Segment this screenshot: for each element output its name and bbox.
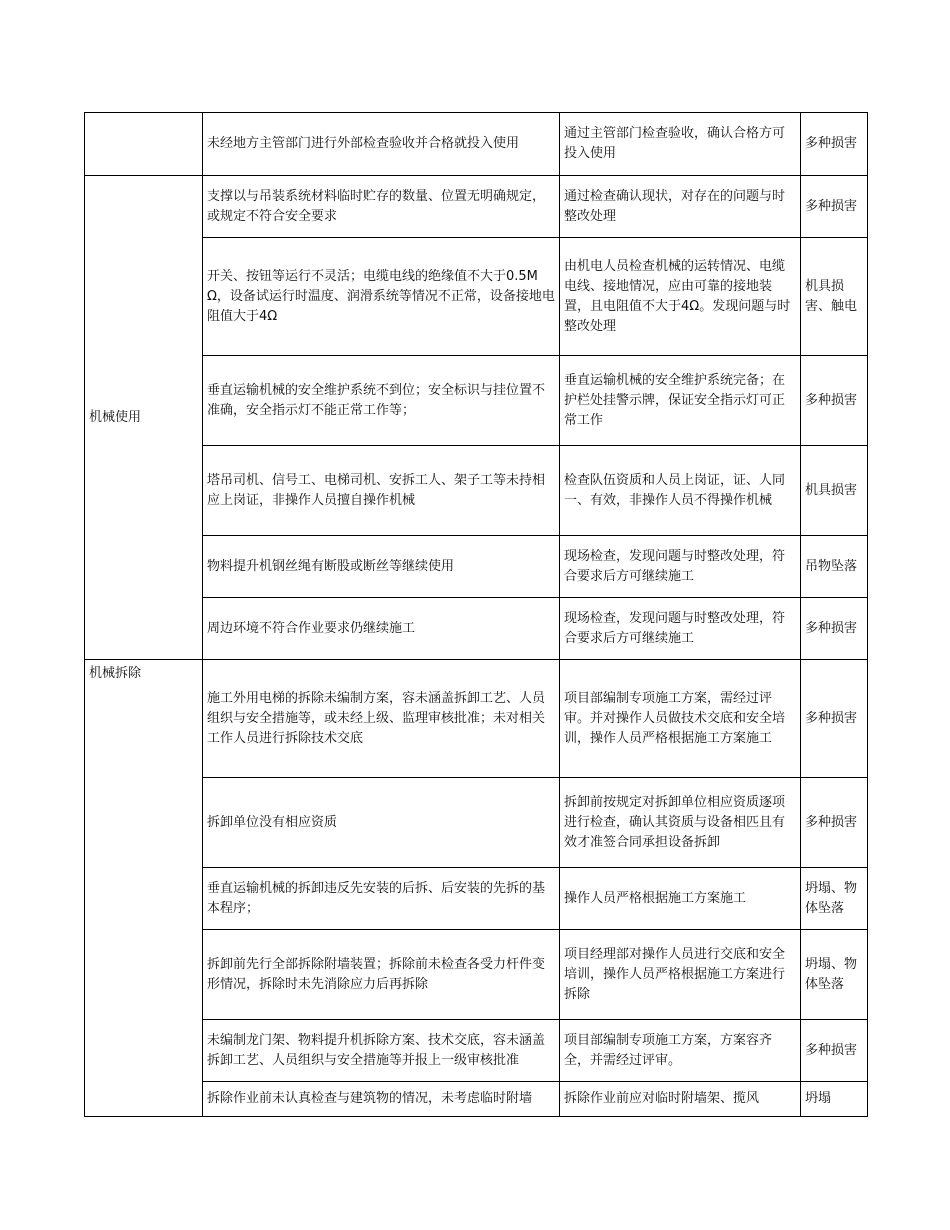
measure-cell: 通过检查确认现状，对存在的问题与时整改处理 <box>560 176 801 238</box>
hazard-cell: 未经地方主管部门进行外部检查验收并合格就投入使用 <box>203 113 560 176</box>
hazard-cell: 拆除作业前未认真检查与建筑物的情况，未考虑临时附墙 <box>203 1082 560 1117</box>
table-row <box>85 536 868 598</box>
consequence-cell: 多种损害 <box>801 1020 868 1082</box>
consequence-cell: 多种损害 <box>801 598 868 660</box>
consequence-cell: 吊物坠落 <box>801 536 868 598</box>
table-row <box>85 930 868 1020</box>
consequence-cell: 机具损害、触电 <box>801 238 868 356</box>
consequence-cell: 多种损害 <box>801 176 868 238</box>
table-row <box>85 238 868 356</box>
measure-cell: 拆除作业前应对临时附墙架、揽风 <box>560 1082 801 1117</box>
table-row <box>85 176 868 238</box>
measure-cell: 由机电人员检查机械的运转情况、电缆电线、接地情况，应由可靠的接地装置，且电阻值不大于4Ω。发现问题与时整改处理 <box>560 238 801 356</box>
consequence-cell: 坍塌 <box>801 1082 868 1117</box>
consequence-cell: 坍塌、物体坠落 <box>801 930 868 1020</box>
hazard-cell: 拆卸前先行全部拆除附墙装置；拆除前未检查各受力杆件变形情况，拆除时未先消除应力后再拆除 <box>203 930 560 1020</box>
consequence-cell: 多种损害 <box>801 660 868 778</box>
measure-cell: 垂直运输机械的安全维护系统完备；在护栏处挂警示牌，保证安全指示灯可正常工作 <box>560 356 801 446</box>
table-row <box>85 446 868 536</box>
hazard-cell: 拆卸单位没有相应资质 <box>203 778 560 868</box>
risk-control-table <box>84 112 868 1117</box>
table-row <box>85 1020 868 1082</box>
hazard-cell: 施工外用电梯的拆除未编制方案，容未涵盖拆卸工艺、人员组织与安全措施等，或未经上级、监理审核批准；未对相关工作人员进行拆除技术交底 <box>203 660 560 778</box>
hazard-cell: 支撑以与吊装系统材料临时贮存的数量、位置无明确规定，或规定不符合安全要求 <box>203 176 560 238</box>
category-cell: 机械拆除 <box>85 660 203 1117</box>
table-row <box>85 113 868 176</box>
table-row <box>85 598 868 660</box>
category-cell <box>85 113 203 176</box>
measure-cell: 通过主管部门检查验收，确认合格方可投入使用 <box>560 113 801 176</box>
table-row <box>85 660 868 778</box>
measure-cell: 项目部编制专项施工方案，需经过评审。并对操作人员做技术交底和安全培训，操作人员严格根据施工方案施工 <box>560 660 801 778</box>
measure-cell: 检查队伍资质和人员上岗证，证、人同一、有效，非操作人员不得操作机械 <box>560 446 801 536</box>
consequence-cell: 多种损害 <box>801 113 868 176</box>
measure-cell: 操作人员严格根据施工方案施工 <box>560 868 801 930</box>
hazard-cell: 垂直运输机械的安全维护系统不到位；安全标识与挂位置不准确，安全指示灯不能正常工作等； <box>203 356 560 446</box>
hazard-cell: 物料提升机钢丝绳有断股或断丝等继续使用 <box>203 536 560 598</box>
table-row <box>85 356 868 446</box>
hazard-cell: 垂直运输机械的拆卸违反先安装的后拆、后安装的先拆的基本程序； <box>203 868 560 930</box>
consequence-cell: 坍塌、物体坠落 <box>801 868 868 930</box>
hazard-cell: 周边环境不符合作业要求仍继续施工 <box>203 598 560 660</box>
hazard-cell: 未编制龙门架、物料提升机拆除方案、技术交底，容未涵盖拆卸工艺、人员组织与安全措施等并报上一级审核批准 <box>203 1020 560 1082</box>
measure-cell: 项目经理部对操作人员进行交底和安全培训，操作人员严格根据施工方案进行拆除 <box>560 930 801 1020</box>
consequence-cell: 多种损害 <box>801 356 868 446</box>
measure-cell: 现场检查，发现问题与时整改处理，符合要求后方可继续施工 <box>560 598 801 660</box>
measure-cell: 拆卸前按规定对拆卸单位相应资质逐项进行检查，确认其资质与设备相匹且有效才准签合同承担设备拆卸 <box>560 778 801 868</box>
table-row <box>85 868 868 930</box>
hazard-cell: 塔吊司机、信号工、电梯司机、安拆工人、架子工等未持相应上岗证，非操作人员擅自操作机械 <box>203 446 560 536</box>
consequence-cell: 机具损害 <box>801 446 868 536</box>
measure-cell: 现场检查，发现问题与时整改处理，符合要求后方可继续施工 <box>560 536 801 598</box>
hazard-cell: 开关、按钮等运行不灵活；电缆电线的绝缘值不大于0.5MΩ，设备试运行时温度、润滑系统等情况不正常，设备接地电阻值大于4Ω <box>203 238 560 356</box>
measure-cell: 项目部编制专项施工方案，方案容齐全，并需经过评审。 <box>560 1020 801 1082</box>
category-cell: 机械使用 <box>85 176 203 660</box>
consequence-cell: 多种损害 <box>801 778 868 868</box>
table-row <box>85 778 868 868</box>
table-row <box>85 1082 868 1117</box>
